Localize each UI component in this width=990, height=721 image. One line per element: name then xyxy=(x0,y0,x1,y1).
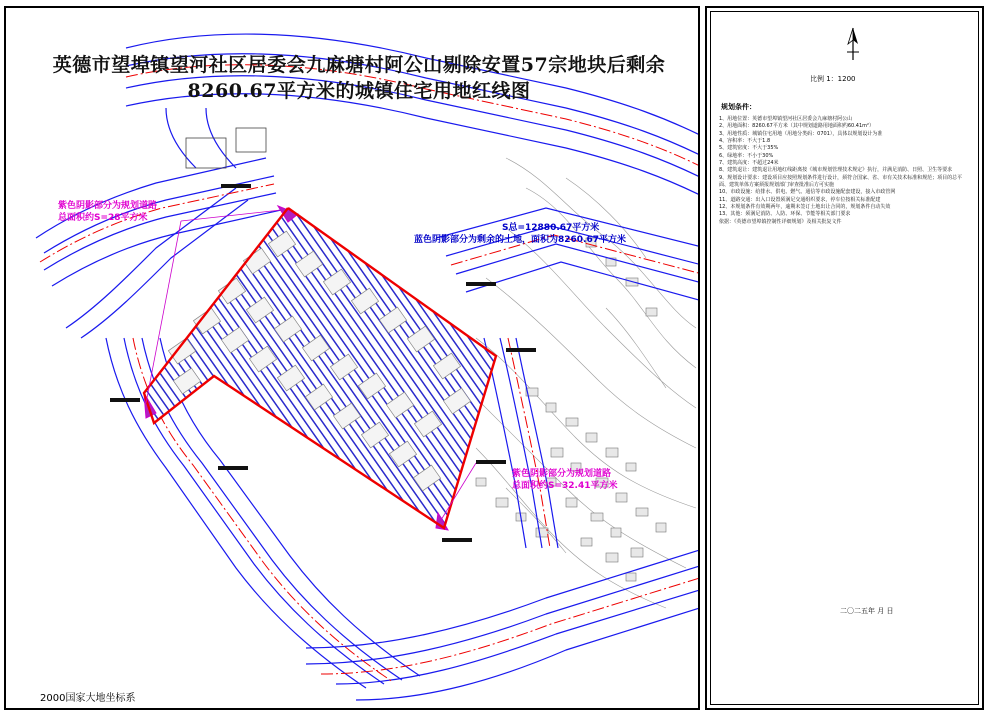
road-nw-label-line2: 总面积约S=28平方米 xyxy=(58,213,148,223)
coord-tag xyxy=(221,184,251,188)
notes-heading: 规划条件： xyxy=(721,103,756,111)
road-nw-label xyxy=(58,200,157,224)
date-label: 二〇二五年 月 日 xyxy=(840,607,894,615)
buildings-east xyxy=(476,238,666,581)
note-item: 1、用地位置：英德市望埠镇望河社区居委会九麻塘村阿公山 xyxy=(719,116,853,122)
note-item: 依据：《英德市望埠镇控制性详细规划》及相关批复文件 xyxy=(719,218,842,225)
note-item: 6、绿地率：不小于30% xyxy=(719,152,774,159)
note-item: 9、规划设计要求：建设项目应按照规划条件进行设计，须符合国家、省、市有关技术标准和规范；项目的总平面、建筑单体方案须报规划部门审查批准后方可实施 xyxy=(719,174,963,189)
remaining-area-label: 蓝色阴影部分为剩余的土地，面积为8260.67平方米 xyxy=(414,235,626,245)
note-item: 13、其他：须满足消防、人防、环保、节能等相关部门要求 xyxy=(719,211,851,218)
north-arrow-icon xyxy=(843,26,863,62)
total-area-label: S总=12880.67平方米 xyxy=(502,223,600,233)
note-item: 7、建筑高度：不超过24米 xyxy=(719,160,779,167)
note-item: 2、用地面积：8260.67平方米（其中规划道路用地面积约60.41m²） xyxy=(719,123,875,130)
notes-list xyxy=(719,116,971,226)
note-item: 3、用地性质：城镇住宅用地（用地分类码：0701），具体以规划设计为准 xyxy=(719,130,883,137)
coord-tag xyxy=(442,538,472,542)
coord-tag xyxy=(506,348,536,352)
coord-tag xyxy=(218,466,248,470)
note-item: 8、建筑退让：建筑退让用地红线距离按《城市规划管理技术规定》执行，并满足消防、日照、卫生等要求 xyxy=(719,167,953,174)
coord-tag xyxy=(476,460,506,464)
note-item: 5、建筑密度：不大于35% xyxy=(719,145,779,152)
parcel xyxy=(144,206,496,530)
map-frame xyxy=(4,6,700,710)
note-item: 11、道路交通：出入口设置须满足交通组织要求，停车位按相关标准配建 xyxy=(719,196,881,203)
northwest-structures xyxy=(186,128,266,168)
coord-tag xyxy=(110,398,140,402)
note-item: 12、本规划条件有效期两年，逾期未签订土地出让合同的，规划条件自动失效 xyxy=(719,204,891,211)
page-title: 英德市望埠镇望河社区居委会九麻塘村阿公山剔除安置57宗地块后剩余8260.67平方米的城镇住宅用地红线图 xyxy=(52,54,666,102)
road-nw-label-line1: 紫色阴影部分为规划道路 xyxy=(58,201,158,211)
notes-panel xyxy=(705,6,984,710)
road-se-label-line1: 紫色阴影部分为规划道路 xyxy=(512,469,612,479)
road-se-label-line2: 总面积约S=32.41平方米 xyxy=(512,481,618,491)
map-canvas xyxy=(6,8,700,710)
road-se-label xyxy=(512,468,618,492)
note-item: 4、容积率：不大于1.8 xyxy=(719,138,771,145)
note-item: 10、市政设施：给排水、供电、燃气、通信等市政设施配套建设，接入市政管网 xyxy=(719,189,896,196)
coordinate-system-label: 2000国家大地坐标系 xyxy=(40,693,136,704)
coord-tag xyxy=(466,282,496,286)
scale-label: 比例 1：1200 xyxy=(810,75,856,83)
